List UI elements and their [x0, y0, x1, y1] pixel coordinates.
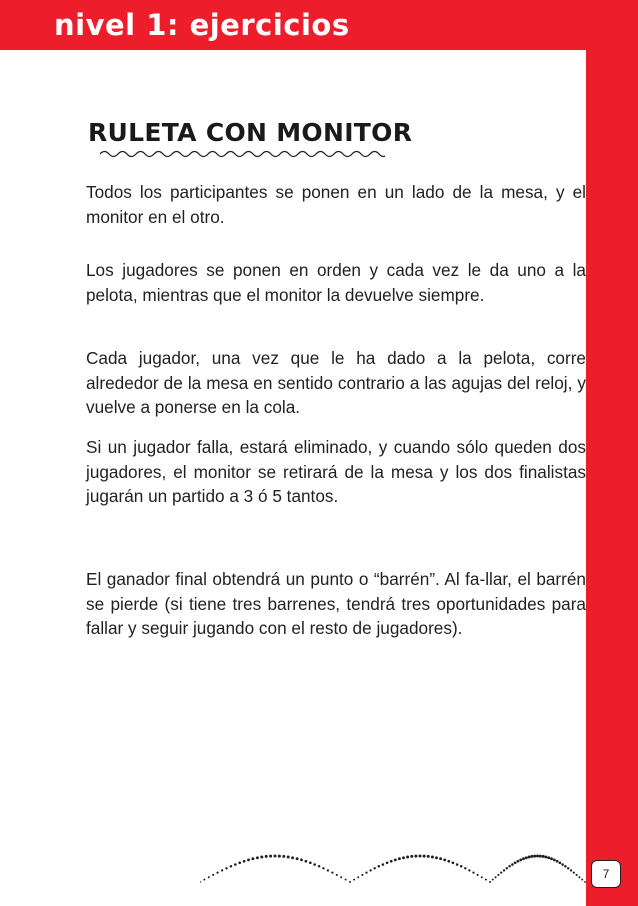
decorative-dot: [278, 855, 281, 858]
chapter-title: nivel 1: ejercicios: [54, 8, 350, 42]
decorative-dot: [225, 867, 227, 869]
decorative-dot: [265, 855, 268, 858]
decorative-dot: [573, 871, 575, 873]
decorative-dot: [514, 861, 517, 864]
decorative-dot: [522, 857, 525, 860]
decorative-dot: [576, 874, 578, 876]
paragraph-4: Si un jugador falla, estará eliminado, y cuando sólo queden dos jugadores, el monitor se retirará de la mesa y los dos finalistas jugarán un partido a 3 ó 5 tantos.: [86, 437, 586, 506]
decorative-dot: [508, 865, 511, 868]
decorative-dot: [497, 874, 499, 876]
decorative-dot: [200, 881, 201, 883]
decorative-dot: [336, 874, 338, 876]
decorative-dot: [550, 857, 553, 860]
decorative-dot: [410, 855, 413, 858]
decorative-dot: [230, 865, 233, 868]
decorative-dot: [313, 863, 316, 866]
decorative-dot: [300, 858, 303, 861]
decorative-dot: [533, 855, 536, 858]
decorative-dot: [464, 867, 466, 869]
paragraph-3: Cada jugador, una vez que le ha dado a la pelota, corre alrededor de la mesa en sentido contrario a las agujas del reloj, y vuelve a ponerse en la cola.: [86, 348, 586, 417]
decorative-dot: [528, 856, 531, 859]
paragraph-2: Los jugadores se ponen en orden y cada vez le da uno a la pelota, mientras que el monitor la devuelve siempre.: [86, 260, 586, 305]
decorative-dot: [443, 858, 446, 861]
decorative-dot: [382, 863, 385, 866]
decorative-dot: [519, 858, 522, 861]
decorative-dot: [517, 860, 520, 863]
decorative-dot: [349, 881, 351, 883]
decorative-dot: [309, 861, 312, 864]
decorative-dot: [406, 856, 409, 859]
decorative-dot: [542, 855, 545, 858]
decorative-dot: [305, 860, 308, 863]
decorative-dot: [427, 855, 430, 858]
title-underline-wave: [100, 148, 385, 160]
decorative-dot: [260, 856, 263, 859]
paragraph-5: El ganador final obtendrá un punto o “barrén”. Al fa-llar, el barrén se pierde (si tiene tres barrenes, tendrá tres oportunidades para fallar y seguir jugando con el resto de jugadores).: [86, 569, 586, 638]
decorative-dot: [318, 865, 321, 868]
section-title: RULETA CON MONITOR: [88, 118, 413, 147]
decorative-dot: [447, 860, 450, 863]
decorative-dot: [340, 876, 342, 878]
decorative-dot: [398, 857, 401, 860]
decorative-dot: [414, 855, 417, 858]
decorative-dot: [365, 871, 367, 873]
decorative-dot: [282, 855, 285, 858]
decorative-dot: [394, 858, 397, 861]
decorative-dot: [564, 865, 567, 868]
decorative-dot: [556, 860, 559, 863]
decorative-dot: [489, 881, 491, 883]
decorative-dot: [378, 865, 381, 868]
decorative-dot: [419, 855, 422, 858]
decorative-dot: [296, 857, 299, 860]
decorative-dot: [536, 855, 539, 858]
decorative-dot: [452, 861, 455, 864]
decorative-dot: [485, 879, 487, 881]
decorative-dot: [373, 867, 375, 869]
decorative-dot: [345, 879, 347, 881]
decorative-dot: [243, 860, 246, 863]
decorative-dot: [435, 856, 438, 859]
decorative-dot: [247, 858, 250, 861]
decorative-dot: [468, 869, 470, 871]
decorative-dot: [208, 876, 210, 878]
decorative-dot: [530, 855, 533, 858]
decorative-dot: [203, 879, 205, 881]
decorative-dot: [539, 855, 542, 858]
decorative-dot: [584, 881, 586, 883]
decorative-dot: [439, 857, 442, 860]
decorative-dot: [559, 861, 562, 864]
page-number: 7: [591, 860, 621, 888]
decorative-dot: [492, 879, 494, 881]
decorative-dot: [581, 879, 583, 881]
decorative-dot: [269, 855, 272, 858]
decorative-dot: [578, 876, 580, 878]
decorative-dot: [402, 856, 405, 859]
decorative-dot: [481, 876, 483, 878]
decorative-dot: [238, 861, 241, 864]
decorative-dot: [567, 867, 569, 869]
decorative-dot: [361, 874, 363, 876]
decorative-dot: [547, 856, 550, 859]
decorative-dot: [423, 855, 426, 858]
decorative-dot: [216, 871, 218, 873]
decorative-dot: [495, 876, 497, 878]
decorative-dot: [291, 856, 294, 859]
decorative-dot: [561, 863, 564, 866]
decorative-dot: [234, 863, 237, 866]
decorative-dot: [477, 874, 479, 876]
header-band: [0, 0, 586, 50]
decorative-dot: [511, 863, 514, 866]
decorative-dot: [353, 879, 355, 881]
decorative-dot: [331, 871, 333, 873]
decorative-dot: [544, 856, 547, 859]
decorative-dot: [287, 856, 290, 859]
decorative-dot: [322, 867, 324, 869]
side-band: [586, 0, 638, 906]
decorative-dot: [503, 869, 505, 871]
paragraph-1: Todos los participantes se ponen en un lado de la mesa, y el monitor en el otro.: [86, 182, 586, 227]
decorative-dotted-arcs: [200, 846, 590, 890]
decorative-dot: [221, 869, 223, 871]
decorative-dot: [431, 856, 434, 859]
decorative-dot: [327, 869, 329, 871]
decorative-dot: [506, 867, 508, 869]
decorative-dot: [357, 876, 359, 878]
decorative-dot: [456, 863, 459, 866]
decorative-dot: [553, 858, 556, 861]
decorative-dot: [212, 874, 214, 876]
decorative-dot: [460, 865, 463, 868]
decorative-dot: [251, 857, 254, 860]
decorative-dot: [369, 869, 371, 871]
decorative-dot: [256, 856, 259, 859]
decorative-dot: [570, 869, 572, 871]
decorative-dot: [390, 860, 393, 863]
decorative-dot: [386, 861, 389, 864]
decorative-dot: [472, 871, 474, 873]
decorative-dot: [500, 871, 502, 873]
decorative-dot: [525, 856, 528, 859]
decorative-dot: [274, 855, 277, 858]
